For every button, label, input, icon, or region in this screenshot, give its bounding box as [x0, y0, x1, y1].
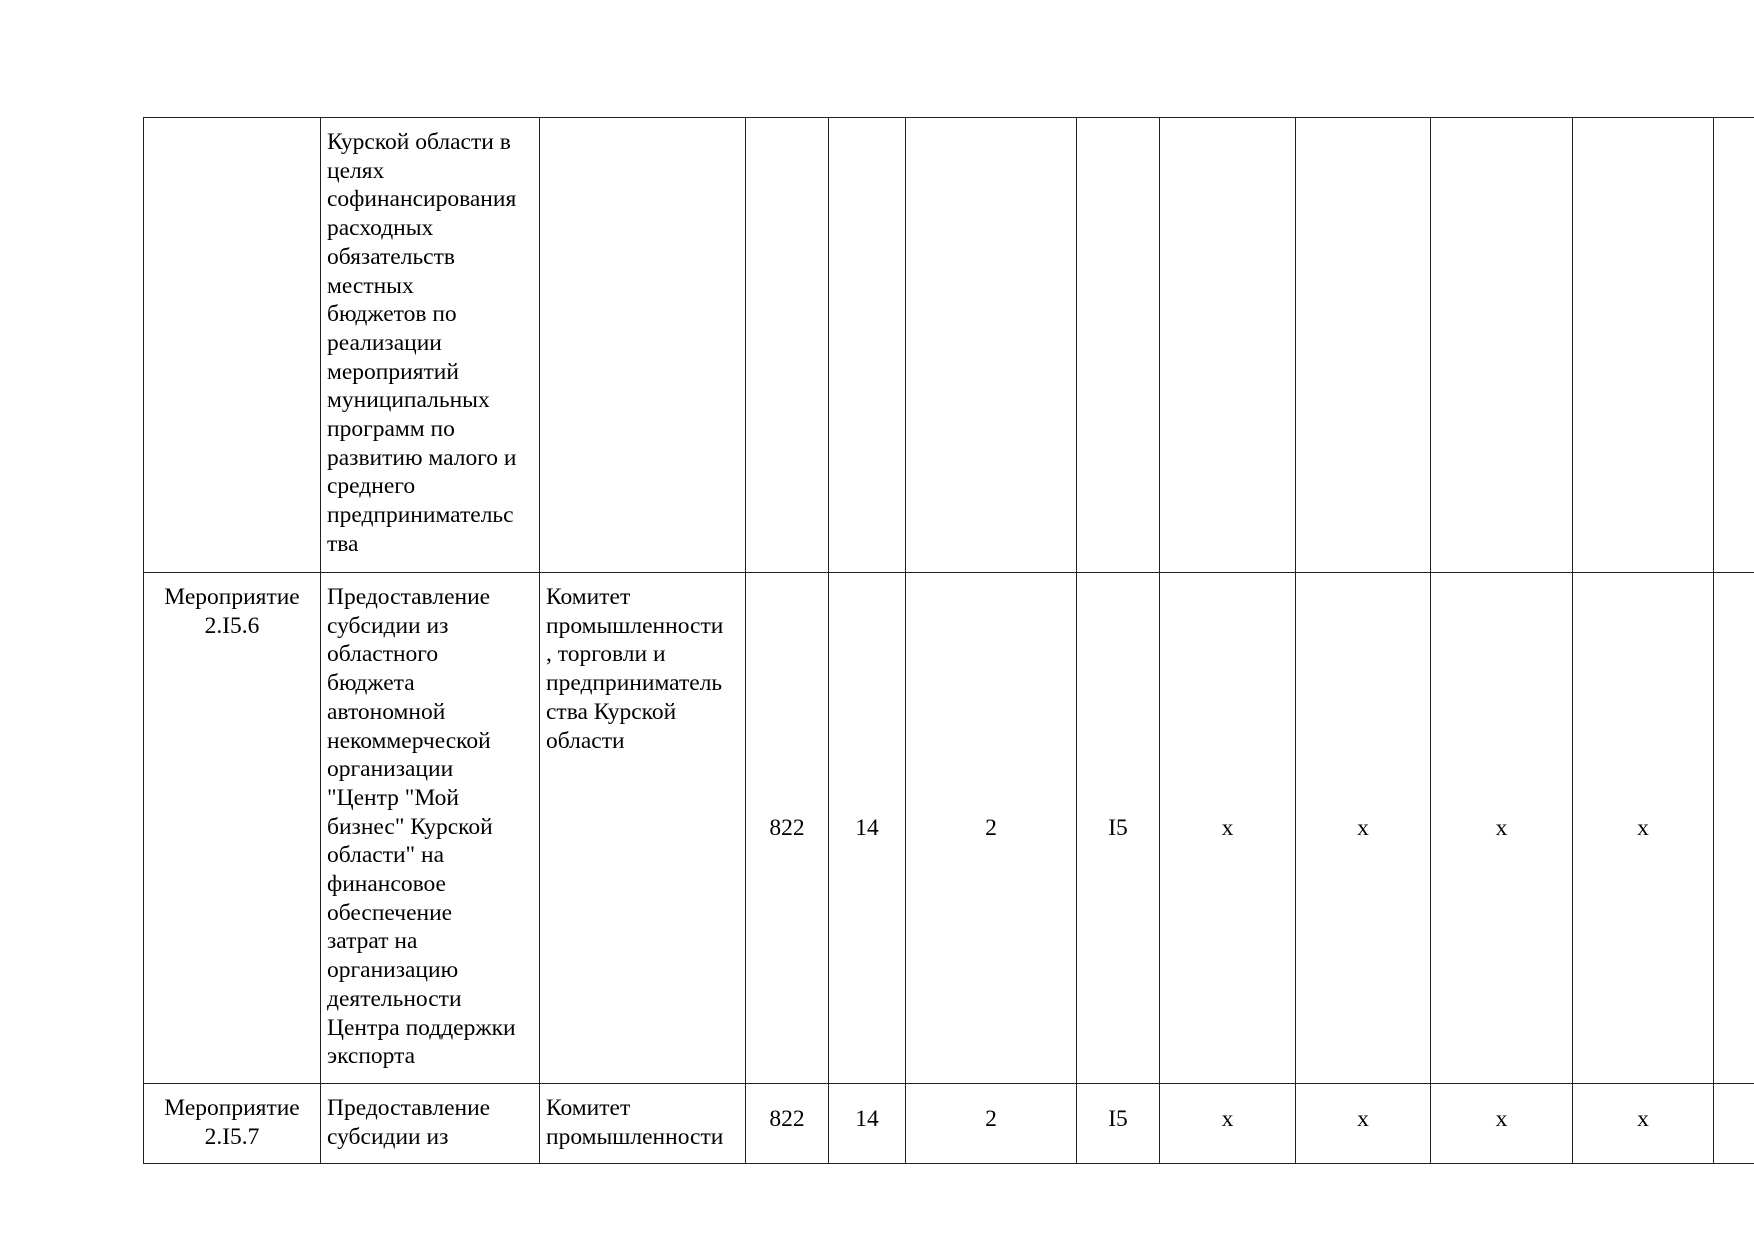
- executor-cell: [540, 573, 746, 1084]
- program-code-cell: 14: [829, 1084, 906, 1164]
- text-line: автономной: [327, 698, 446, 725]
- value-cell: x: [1431, 573, 1573, 1084]
- text-line: Комитет: [546, 1095, 631, 1121]
- value-cell: x: [1573, 573, 1714, 1084]
- value-cell: x: [1296, 573, 1431, 1084]
- text-line: затрат на: [327, 928, 418, 955]
- text-line: экспорта: [327, 1043, 416, 1070]
- subprogram-code-cell: 2: [906, 1084, 1077, 1164]
- value-cell: x: [1573, 1084, 1714, 1164]
- text-line: развитию малого и: [327, 444, 517, 471]
- event-label: Мероприятие: [164, 584, 300, 610]
- value-cell: [1296, 118, 1431, 573]
- text-line: муниципальных: [327, 387, 490, 414]
- text-line: финансовое: [327, 871, 446, 898]
- text-line: бюджетов по: [327, 301, 457, 328]
- executor-cell: [540, 118, 746, 573]
- text-line: субсидии из: [327, 1123, 449, 1150]
- value-cell: x: [1160, 573, 1296, 1084]
- project-code-cell: I5: [1077, 573, 1160, 1084]
- grbs-code-cell: [746, 118, 829, 573]
- text-line: областного: [327, 641, 439, 668]
- event-number: 2.I5.6: [204, 612, 260, 639]
- value-cell: [1714, 573, 1754, 1084]
- text-line: Комитет: [546, 584, 631, 610]
- event-number: 2.I5.7: [204, 1123, 260, 1150]
- value-cell: x: [1431, 1084, 1573, 1164]
- text-line: тва: [327, 530, 359, 557]
- text-line: софинансирования: [327, 186, 517, 213]
- value-cell: [1160, 118, 1296, 573]
- value-cell: x: [1296, 1084, 1431, 1164]
- description-cell: [321, 573, 540, 1084]
- text-line: бюджета: [327, 670, 415, 697]
- text-line: среднего: [327, 473, 416, 500]
- text-line: Курской области в: [327, 129, 511, 155]
- description-cell: [321, 118, 540, 573]
- text-line: обеспечение: [327, 899, 453, 926]
- value-cell: x: [1160, 1084, 1296, 1164]
- grbs-code-cell: 822: [746, 1084, 829, 1164]
- table-row: [144, 118, 1754, 573]
- text-line: программ по: [327, 416, 455, 443]
- event-cell: [144, 573, 321, 1084]
- text-line: "Центр "Мой: [327, 784, 459, 811]
- event-cell: [144, 118, 321, 573]
- text-line: организацию: [327, 957, 459, 984]
- description-cell: [321, 1084, 540, 1164]
- text-line: Предоставление: [327, 584, 491, 610]
- text-line: Предоставление: [327, 1095, 491, 1121]
- text-line: предприниматель: [546, 670, 723, 697]
- grbs-code-cell: 822: [746, 573, 829, 1084]
- text-line: местных: [327, 272, 414, 299]
- table-row: [144, 1084, 1754, 1164]
- text-line: деятельности: [327, 985, 462, 1012]
- subprogram-code-cell: [906, 118, 1077, 573]
- budget-activities-table: [143, 117, 1754, 1164]
- text-line: целях: [327, 157, 385, 184]
- text-line: мероприятий: [327, 358, 459, 385]
- text-line: предпринимательс: [327, 502, 514, 529]
- table-body: [144, 118, 1754, 1164]
- project-code-cell: I5: [1077, 1084, 1160, 1164]
- text-line: , торговли и: [546, 641, 666, 668]
- table-row: [144, 573, 1754, 1084]
- text-line: области: [546, 727, 625, 754]
- text-line: субсидии из: [327, 612, 449, 639]
- executor-cell: [540, 1084, 746, 1164]
- value-cell: [1714, 118, 1754, 573]
- text-line: бизнес" Курской: [327, 813, 493, 840]
- event-label: Мероприятие: [164, 1095, 300, 1121]
- text-line: обязательств: [327, 243, 455, 270]
- text-line: промышленности: [546, 1123, 724, 1150]
- value-cell: [1431, 118, 1573, 573]
- value-cell: [1573, 118, 1714, 573]
- subprogram-code-cell: 2: [906, 573, 1077, 1084]
- event-cell: [144, 1084, 321, 1164]
- value-cell: [1714, 1084, 1754, 1164]
- program-code-cell: [829, 118, 906, 573]
- text-line: расходных: [327, 215, 434, 242]
- text-line: Центра поддержки: [327, 1014, 516, 1041]
- project-code-cell: [1077, 118, 1160, 573]
- text-line: области" на: [327, 842, 445, 869]
- text-line: некоммерческой: [327, 727, 491, 754]
- text-line: промышленности: [546, 612, 724, 639]
- program-code-cell: 14: [829, 573, 906, 1084]
- text-line: реализации: [327, 329, 442, 356]
- text-line: ства Курской: [546, 698, 677, 725]
- text-line: организации: [327, 756, 454, 783]
